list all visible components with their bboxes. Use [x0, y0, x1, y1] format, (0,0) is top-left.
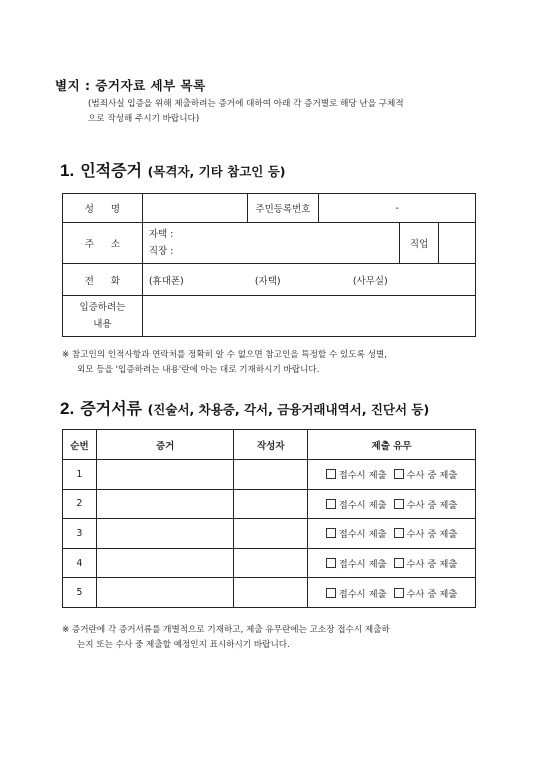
evidence-table [62, 429, 476, 608]
option-label: 접수시 제출 [338, 470, 387, 482]
checkbox-submit-during-investigation[interactable] [394, 588, 404, 598]
author-field[interactable] [234, 578, 308, 608]
home-address-label: 자택 : [148, 229, 174, 240]
section2-heading [60, 396, 429, 419]
job-label: 직업 [400, 223, 439, 264]
rrn-label: 주민등록번호 [247, 194, 319, 223]
row-number: 1 [63, 460, 97, 490]
section1-footnote-line1: ※ 참고인의 인적사항과 연락처를 정확히 알 수 없으면 참고인을 특정할 수 있도록 성별, [62, 350, 387, 360]
option-label: 수사 중 제출 [406, 588, 458, 600]
section2-footnote-line2: 는지 또는 수사 중 제출할 예정인지 표시하시기 바랍니다. [77, 640, 290, 650]
proof-label-line1: 입증하려는 [79, 302, 126, 313]
row-number: 2 [63, 489, 97, 519]
work-address-label: 직장 : [148, 246, 174, 257]
name-field[interactable] [142, 194, 247, 223]
option-label: 접수시 제출 [338, 588, 387, 600]
checkbox-submit-during-investigation[interactable] [394, 499, 404, 509]
section2-footnote-line1: ※ 증거란에 각 증거서류를 개별적으로 기재하고, 제출 유무란에는 고소장 접수시 제출하 [62, 625, 390, 635]
option-label: 수사 중 제출 [406, 470, 458, 482]
submit-options [308, 548, 476, 578]
checkbox-submit-at-filing[interactable] [326, 558, 336, 568]
option-label: 수사 중 제출 [406, 499, 458, 511]
witness-proof-row [63, 296, 476, 337]
table-row [63, 519, 476, 549]
table-row [63, 548, 476, 578]
section1-number: 1. [60, 161, 75, 180]
row-number: 4 [63, 548, 97, 578]
section2-title: 증거서류 [80, 399, 143, 418]
name-label: 성 명 [63, 194, 143, 223]
evidence-field[interactable] [96, 548, 233, 578]
evidence-field[interactable] [96, 519, 233, 549]
author-field[interactable] [234, 460, 308, 490]
address-field[interactable] [142, 223, 399, 264]
evidence-field[interactable] [96, 489, 233, 519]
instruction-note-line2: 으로 작성해 주시기 바랍니다) [88, 114, 200, 124]
section2-subtitle: (진술서, 차용증, 각서, 금융거래내역서, 진단서 등) [147, 402, 430, 417]
option-label: 접수시 제출 [338, 499, 387, 511]
option-label: 접수시 제출 [338, 559, 387, 571]
checkbox-submit-at-filing[interactable] [326, 469, 336, 479]
header-submit: 제출 유무 [308, 430, 476, 460]
address-label: 주 소 [63, 223, 143, 264]
submit-options [308, 460, 476, 490]
home-phone-label: (자택) [254, 276, 281, 287]
checkbox-submit-at-filing[interactable] [326, 499, 336, 509]
instruction-note-line1: (범죄사실 입증을 위해 제출하려는 증거에 대하여 아래 각 증거별로 해당 난을 구체적 [88, 99, 404, 109]
header-author: 작성자 [234, 430, 308, 460]
proof-label-line2: 내용 [93, 319, 112, 330]
row-number: 5 [63, 578, 97, 608]
office-phone-label: (사무실) [352, 276, 388, 287]
evidence-header-row [63, 430, 476, 460]
witness-table [62, 193, 476, 337]
header-evidence: 증거 [96, 430, 233, 460]
author-field[interactable] [234, 519, 308, 549]
section1-subtitle: (목격자, 기타 참고인 등) [147, 164, 286, 179]
checkbox-submit-during-investigation[interactable] [394, 469, 404, 479]
checkbox-submit-at-filing[interactable] [326, 528, 336, 538]
header-number: 순번 [63, 430, 97, 460]
witness-name-row [63, 194, 476, 223]
proof-label [63, 296, 143, 337]
checkbox-submit-at-filing[interactable] [326, 588, 336, 598]
table-row [63, 460, 476, 490]
proof-field[interactable] [142, 296, 475, 337]
submit-options [308, 519, 476, 549]
phone-field[interactable] [142, 264, 475, 296]
author-field[interactable] [234, 548, 308, 578]
evidence-field[interactable] [96, 460, 233, 490]
row-number: 3 [63, 519, 97, 549]
author-field[interactable] [234, 489, 308, 519]
job-field[interactable] [439, 223, 476, 264]
mobile-phone-label: (휴대폰) [148, 275, 184, 287]
submit-options [308, 578, 476, 608]
witness-phone-row [63, 264, 476, 296]
option-label: 수사 중 제출 [406, 529, 458, 541]
evidence-field[interactable] [96, 578, 233, 608]
option-label: 수사 중 제출 [406, 559, 458, 571]
table-row [63, 489, 476, 519]
option-label: 접수시 제출 [338, 529, 387, 541]
section1-heading [60, 158, 286, 181]
submit-options [308, 489, 476, 519]
section1-footnote-line2: 외모 등을 '입증하려는 내용'란에 아는 대로 기재하시기 바랍니다. [77, 365, 320, 375]
checkbox-submit-during-investigation[interactable] [394, 528, 404, 538]
checkbox-submit-during-investigation[interactable] [394, 558, 404, 568]
witness-address-row [63, 223, 476, 264]
phone-label: 전 화 [63, 264, 143, 296]
table-row [63, 578, 476, 608]
page-title: 별지 : 증거자료 세부 목록 [55, 78, 206, 93]
rrn-field[interactable]: - [319, 194, 476, 223]
section2-number: 2. [60, 399, 75, 418]
section1-title: 인적증거 [80, 161, 143, 180]
